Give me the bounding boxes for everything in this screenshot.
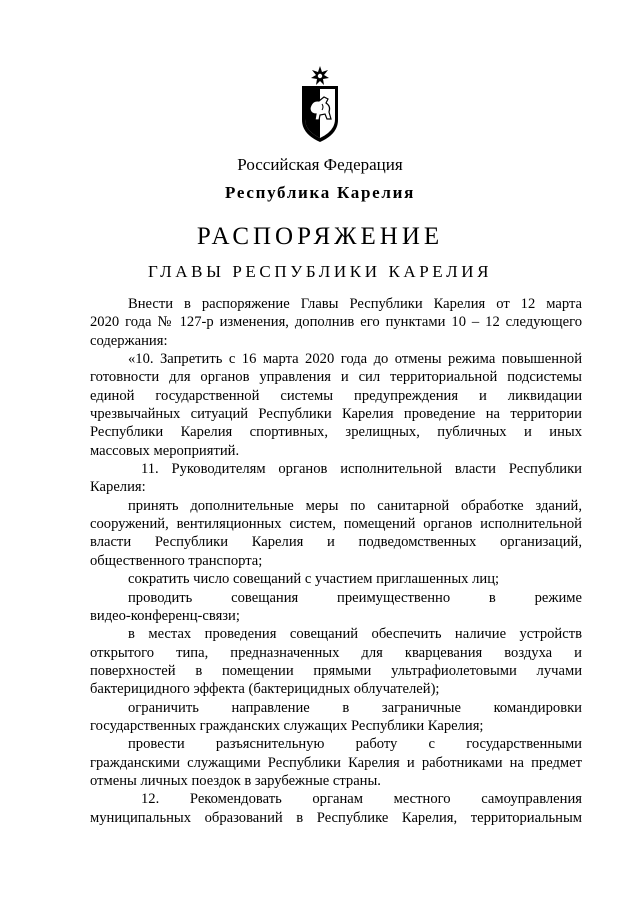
body-line: сократить число совещаний с участием приглашенных лиц;	[128, 571, 500, 588]
body-line: общественного транспорта;	[90, 552, 263, 569]
karelia-coat-of-arms-icon	[298, 64, 342, 144]
document-body	[90, 295, 582, 827]
body-line: «10. Запретить с 16 марта 2020 года до отмены режима повышенной	[128, 351, 582, 368]
body-line: содержания:	[90, 332, 168, 349]
federation-title: Российская Федерация	[237, 155, 403, 174]
body-line: отмены личных поездок в зарубежные страны.	[90, 772, 381, 789]
body-line: массовых мероприятий.	[90, 442, 240, 459]
body-line: видео-конференц-связи;	[90, 607, 240, 624]
body-line: власти Республики Карелия и подведомственных организаций,	[90, 534, 582, 551]
body-line: государственных гражданских служащих Республики Карелия;	[90, 717, 484, 734]
body-line: 2020 года № 127-р изменения, дополнив его пунктами 10 – 12 следующего	[90, 314, 582, 331]
issuer-heading: ГЛАВЫ РЕСПУБЛИКИ КАРЕЛИЯ	[147, 262, 493, 281]
body-line: Внести в распоряжение Главы Республики Карелия от 12 марта	[128, 296, 582, 312]
body-line: 11. Руководителям органов исполнительной власти Республики	[141, 461, 582, 478]
body-line: единой государственной системы предупреждения и ликвидации	[90, 387, 582, 404]
body-line: поверхностей в помещении прямыми ультрафиолетовыми лучами	[90, 662, 582, 679]
republic-title: Республика Карелия	[225, 183, 415, 202]
body-line: гражданскими служащими Республики Карелия и работниками на предмет	[90, 754, 582, 771]
body-line: открытого типа, предназначенных для кварцевания воздуха и	[90, 644, 582, 661]
body-line: готовности для органов управления и сил территориальной подсистемы	[90, 369, 582, 386]
body-line: принять дополнительные меры по санитарной обработке зданий,	[128, 497, 582, 514]
document-type-heading: РАСПОРЯЖЕНИЕ	[196, 223, 444, 250]
body-line: бактерицидного эффекта (бактерицидных облучателей);	[90, 681, 440, 698]
body-line: чрезвычайных ситуаций Республики Карелия проведение на территории	[90, 406, 582, 423]
body-line: провести разъяснительную работу с государственными	[128, 736, 582, 753]
body-line: Республики Карелия спортивных, зрелищных, публичных и иных	[90, 424, 582, 441]
body-line: проводить совещания преимущественно в режиме	[128, 589, 582, 606]
body-line: сооружений, вентиляционных систем, помещений органов исполнительной	[90, 516, 582, 533]
body-line: Карелия:	[90, 479, 146, 496]
body-line: 12. Рекомендовать органам местного самоуправления	[141, 791, 582, 808]
body-line: муниципальных образований в Республике Карелия, территориальным	[90, 809, 582, 826]
body-line: в местах проведения совещаний обеспечить наличие устройств	[128, 626, 582, 643]
body-line: ограничить направление в заграничные командировки	[128, 699, 582, 716]
